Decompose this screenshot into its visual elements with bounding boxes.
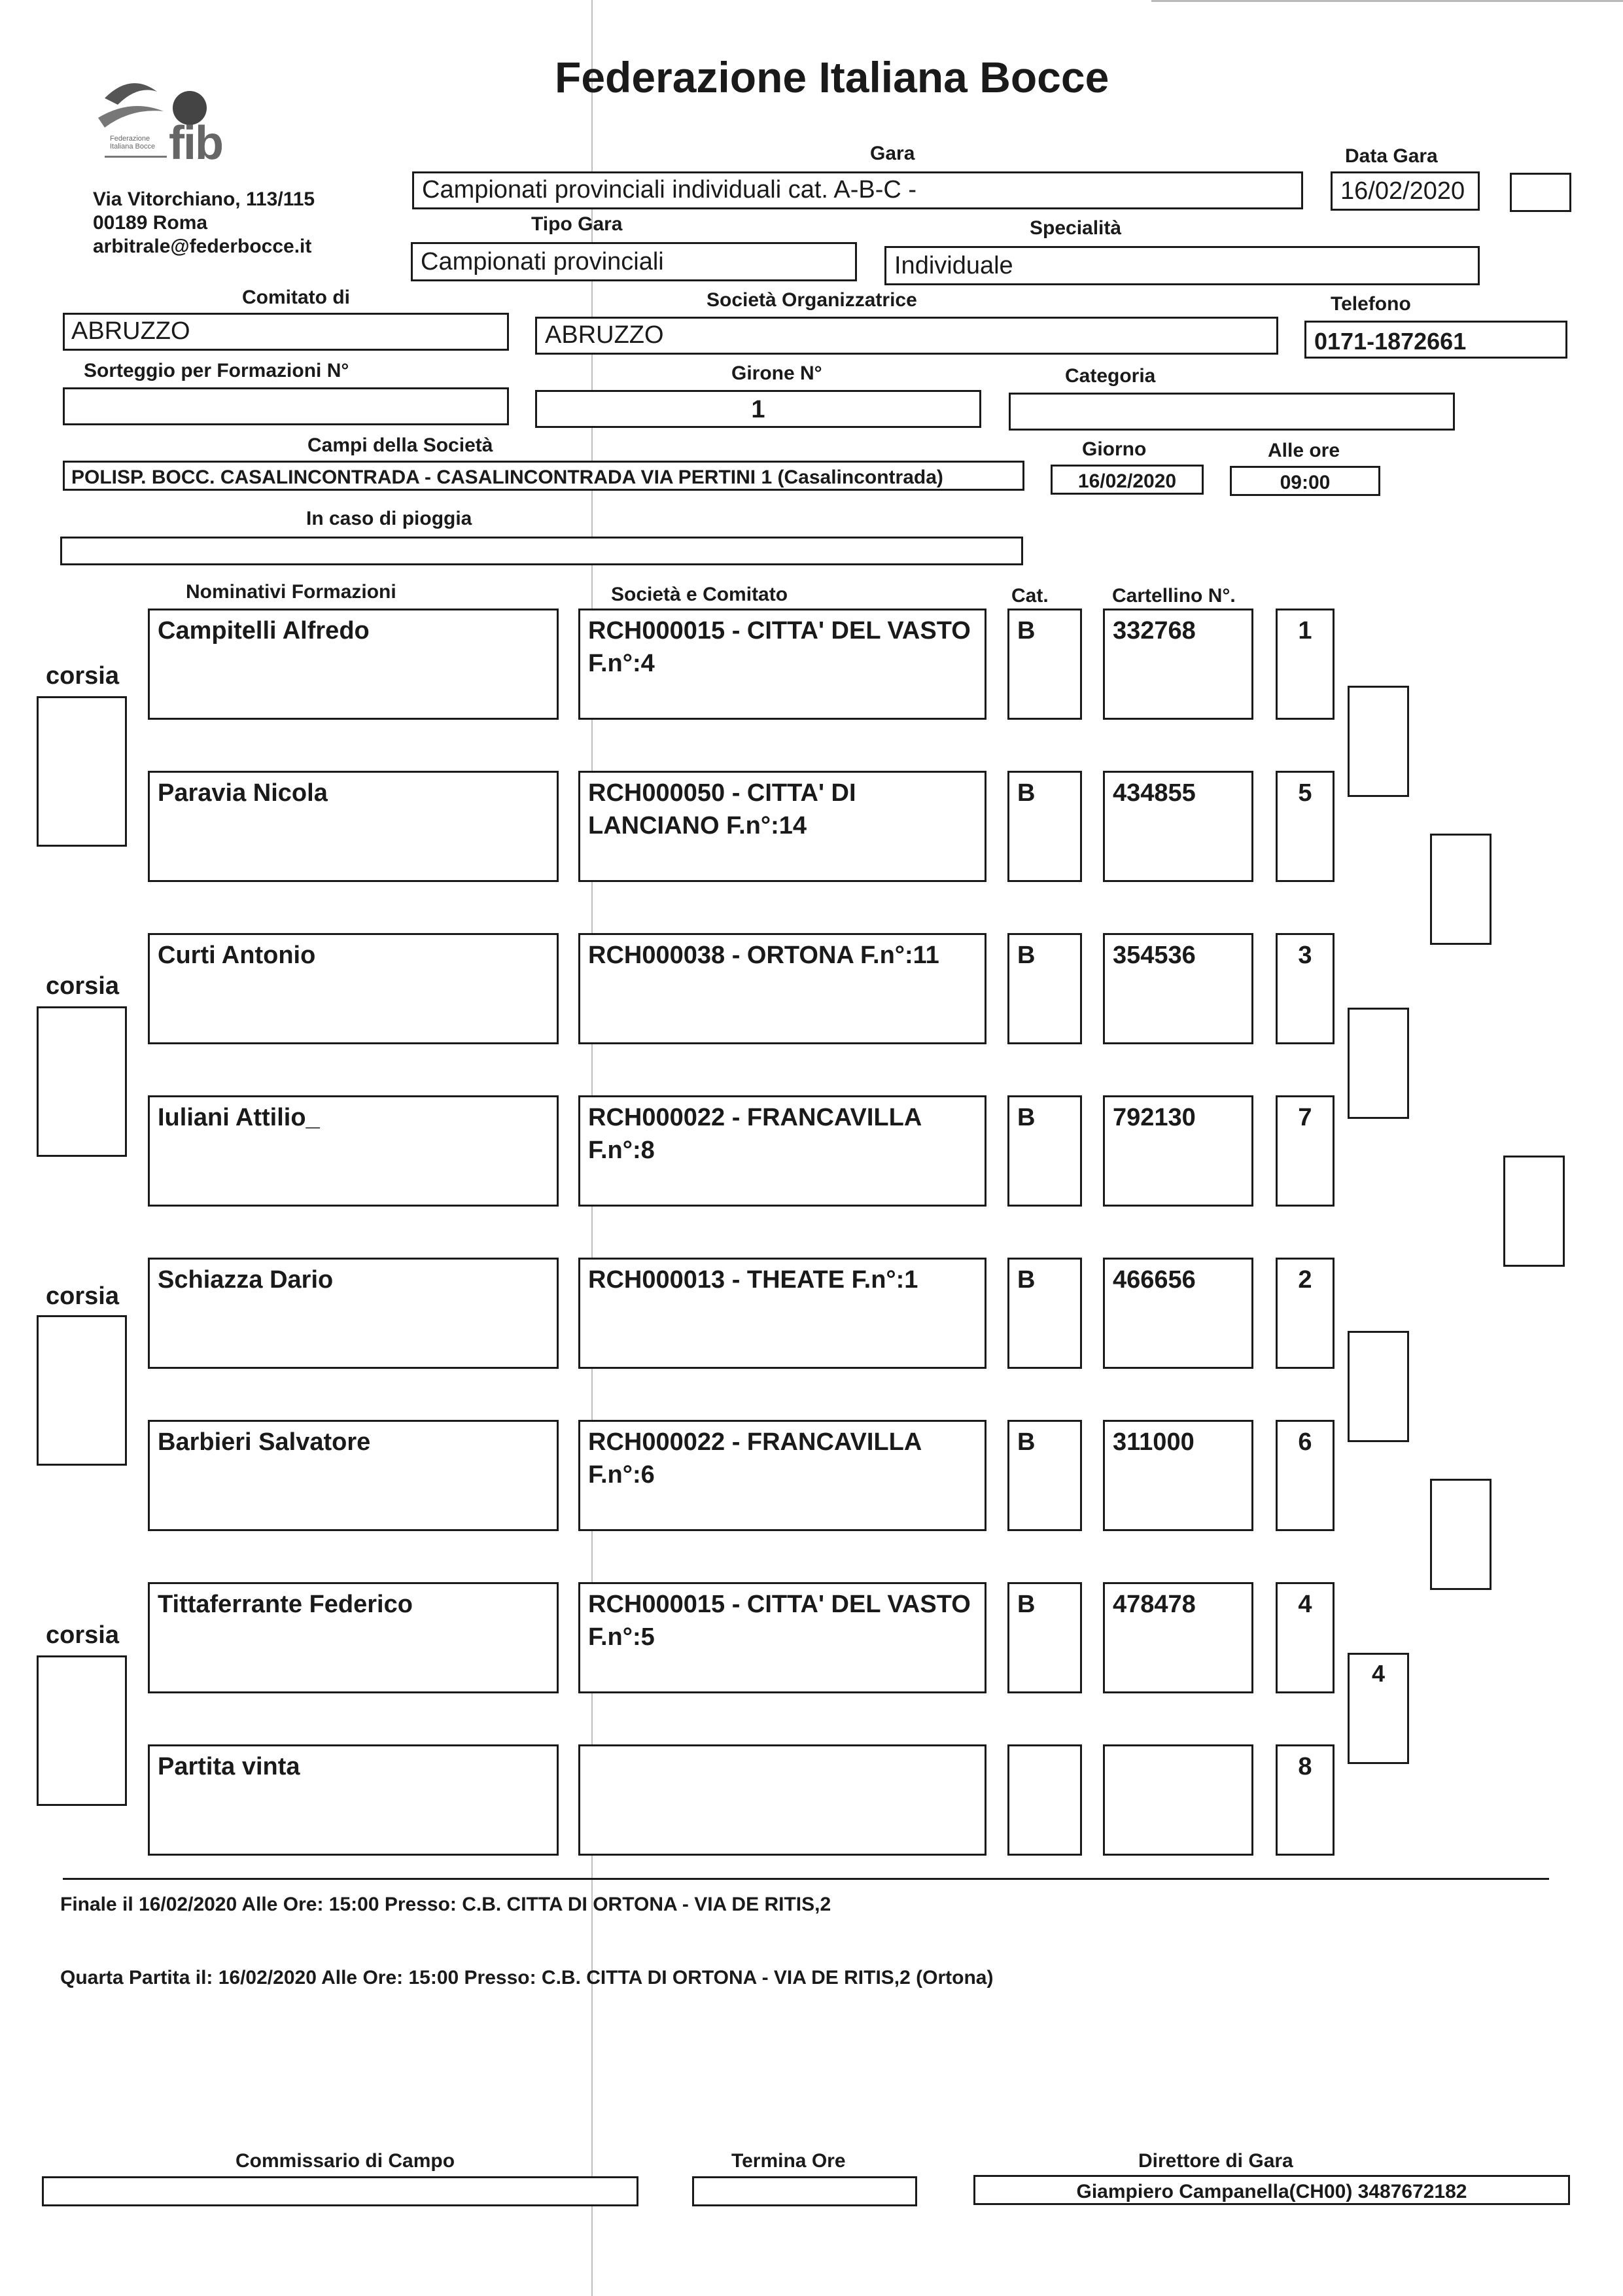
player-name-cell-text: Partita vinta [158, 1753, 300, 1780]
data-gara-field[interactable] [1331, 171, 1480, 211]
alle-ore-field[interactable] [1230, 466, 1380, 496]
player-name-cell[interactable] [148, 771, 559, 882]
societa-cell-text: RCH000022 - FRANCAVILLA F.n°:6 [588, 1428, 921, 1489]
draw-number-cell[interactable] [1276, 1258, 1335, 1369]
giorno-value: 16/02/2020 [1077, 470, 1177, 492]
societa-cell-text: RCH000015 - CITTA' DEL VASTO F.n°:4 [588, 617, 971, 677]
corsia-box[interactable] [37, 1006, 127, 1157]
draw-number-cell-text: 3 [1298, 942, 1312, 969]
specialita-value: Individuale [894, 252, 1013, 279]
player-name-cell[interactable] [148, 1258, 559, 1369]
draw-number-cell[interactable] [1276, 1744, 1335, 1856]
alle-ore-label: Alle ore [1268, 440, 1340, 461]
societa-cell-text: RCH000038 - ORTONA F.n°:11 [588, 942, 939, 969]
cartellino-cell[interactable] [1103, 1744, 1253, 1856]
societa-cell[interactable] [578, 1420, 986, 1531]
societa-cell-text: RCH000022 - FRANCAVILLA F.n°:8 [588, 1104, 921, 1164]
corsia-box[interactable] [37, 1655, 127, 1806]
societa-cell[interactable] [578, 1258, 986, 1369]
societa-org-field[interactable] [535, 317, 1278, 355]
cat-cell-text: B [1017, 942, 1036, 969]
campi-value: POLISP. BOCC. CASALINCONTRADA - CASALINCONTRADA VIA PERTINI 1 (Casalincontrada) [71, 467, 943, 488]
scan-top-edge [1151, 0, 1623, 2]
draw-number-cell[interactable] [1276, 771, 1335, 882]
tipo-gara-label: Tipo Gara [531, 213, 623, 235]
col-societa-header: Società e Comitato [611, 584, 788, 605]
giorno-label: Giorno [1082, 438, 1147, 460]
girone-value: 1 [751, 396, 765, 423]
cat-cell[interactable] [1007, 1420, 1082, 1531]
cat-cell[interactable] [1007, 609, 1082, 720]
address-line1: Via Vitorchiano, 113/115 [93, 188, 315, 210]
draw-number-cell-text: 7 [1298, 1104, 1312, 1131]
cat-cell-text: B [1017, 617, 1036, 645]
bracket-box-r1-1[interactable] [1348, 686, 1409, 797]
cat-cell-text: B [1017, 1266, 1036, 1294]
bracket-box-r1-4[interactable] [1348, 1653, 1409, 1764]
specialita-label: Specialità [1030, 217, 1122, 239]
cat-cell[interactable] [1007, 771, 1082, 882]
player-name-cell-text: Barbieri Salvatore [158, 1428, 371, 1456]
bracket-box-r2-2[interactable] [1430, 1479, 1492, 1590]
cartellino-cell[interactable] [1103, 1420, 1253, 1531]
col-cat-header: Cat. [1011, 585, 1049, 607]
cartellino-cell[interactable] [1103, 771, 1253, 882]
cartellino-cell[interactable] [1103, 609, 1253, 720]
player-name-cell[interactable] [148, 1095, 559, 1207]
draw-number-cell-text: 1 [1298, 617, 1312, 645]
campi-label: Campi della Società [307, 434, 493, 456]
bracket-box-r2-1[interactable] [1430, 834, 1492, 945]
corsia-label: corsia [46, 662, 119, 690]
giorno-field[interactable] [1051, 465, 1204, 495]
societa-cell-text: RCH000015 - CITTA' DEL VASTO F.n°:5 [588, 1591, 971, 1651]
cartellino-cell[interactable] [1103, 1258, 1253, 1369]
corsia-label: corsia [46, 1621, 119, 1649]
commissario-label: Commissario di Campo [236, 2150, 455, 2172]
player-name-cell[interactable] [148, 1744, 559, 1856]
girone-field[interactable] [535, 390, 981, 428]
girone-label: Girone N° [731, 362, 822, 384]
player-name-cell[interactable] [148, 933, 559, 1044]
draw-number-cell[interactable] [1276, 1420, 1335, 1531]
player-name-cell-text: Curti Antonio [158, 942, 316, 969]
finale-text: Finale il 16/02/2020 Alle Ore: 15:00 Presso: C.B. CITTA DI ORTONA - VIA DE RITIS,2 [60, 1894, 831, 1915]
draw-number-cell-text: 8 [1298, 1753, 1312, 1780]
address-email: arbitrale@federbocce.it [93, 236, 312, 257]
tipo-gara-value: Campionati provinciali [421, 248, 664, 275]
societa-cell-text: RCH000050 - CITTA' DI LANCIANO F.n°:14 [588, 779, 856, 839]
cartellino-cell[interactable] [1103, 933, 1253, 1044]
player-name-cell[interactable] [148, 1420, 559, 1531]
cartellino-cell-text: 354536 [1113, 942, 1196, 969]
termina-label: Termina Ore [731, 2150, 846, 2172]
player-name-cell-text: Iuliani Attilio_ [158, 1104, 320, 1131]
extra-empty-box[interactable] [1510, 173, 1571, 212]
bracket-box-r3[interactable] [1503, 1156, 1565, 1267]
gara-field[interactable] [412, 171, 1303, 209]
cartellino-cell-text: 311000 [1113, 1428, 1195, 1456]
sorteggio-field[interactable] [63, 387, 509, 425]
cat-cell[interactable] [1007, 933, 1082, 1044]
commissario-field[interactable] [42, 2176, 638, 2206]
alle-ore-value: 09:00 [1280, 472, 1331, 493]
cat-cell[interactable] [1007, 1744, 1082, 1856]
fib-logo [92, 72, 249, 170]
cat-cell[interactable] [1007, 1258, 1082, 1369]
draw-number-cell[interactable] [1276, 1582, 1335, 1693]
direttore-value: Giampiero Campanella(CH00) 3487672182 [1076, 2181, 1467, 2202]
pioggia-field[interactable] [60, 537, 1023, 565]
cat-cell[interactable] [1007, 1582, 1082, 1693]
player-name-cell[interactable] [148, 1582, 559, 1693]
cartellino-cell-text: 478478 [1113, 1591, 1196, 1618]
footer-divider [63, 1878, 1549, 1880]
address-line2: 00189 Roma [93, 212, 208, 234]
draw-number-cell-text: 4 [1298, 1591, 1312, 1618]
societa-cell[interactable] [578, 1582, 986, 1693]
categoria-field[interactable] [1009, 393, 1455, 431]
gara-value: Campionati provinciali individuali cat. A-B-C - [422, 176, 917, 203]
telefono-label: Telefono [1331, 293, 1411, 315]
societa-cell[interactable] [578, 1095, 986, 1207]
campi-field[interactable] [63, 461, 1024, 491]
societa-cell[interactable] [578, 1744, 986, 1856]
bracket-result: 4 [1371, 1660, 1386, 1687]
cat-cell[interactable] [1007, 1095, 1082, 1207]
cartellino-cell[interactable] [1103, 1095, 1253, 1207]
corsia-box[interactable] [37, 696, 127, 847]
cartellino-cell-text: 466656 [1113, 1266, 1196, 1294]
tipo-gara-field[interactable] [411, 242, 857, 281]
direttore-field[interactable] [973, 2175, 1570, 2205]
col-nominativi-header: Nominativi Formazioni [186, 581, 396, 603]
direttore-label: Direttore di Gara [1138, 2150, 1293, 2172]
data-gara-label: Data Gara [1345, 145, 1438, 167]
gara-label: Gara [870, 143, 915, 164]
comitato-value: ABRUZZO [71, 317, 190, 345]
corsia-label: corsia [46, 972, 119, 1000]
cartellino-cell-text: 434855 [1113, 779, 1196, 807]
draw-number-cell-text: 2 [1298, 1266, 1312, 1294]
societa-cell[interactable] [578, 771, 986, 882]
sorteggio-label: Sorteggio per Formazioni N° [84, 360, 349, 381]
cat-cell-text: B [1017, 1104, 1036, 1131]
corsia-label: corsia [46, 1282, 119, 1310]
player-name-cell-text: Tittaferrante Federico [158, 1591, 413, 1618]
societa-org-value: ABRUZZO [545, 321, 664, 349]
draw-number-cell-text: 6 [1298, 1428, 1312, 1456]
societa-cell-text: RCH000013 - THEATE F.n°:1 [588, 1266, 918, 1294]
cartellino-cell-text: 332768 [1113, 617, 1196, 645]
page-title: Federazione Italiana Bocce [555, 53, 1109, 101]
player-name-cell-text: Campitelli Alfredo [158, 617, 370, 645]
comitato-label: Comitato di [242, 287, 350, 308]
cartellino-cell-text: 792130 [1113, 1104, 1196, 1131]
player-name-cell[interactable] [148, 609, 559, 720]
draw-number-cell[interactable] [1276, 933, 1335, 1044]
specialita-field[interactable] [884, 246, 1480, 285]
societa-org-label: Società Organizzatrice [707, 289, 917, 311]
cat-cell-text: B [1017, 1428, 1036, 1456]
player-name-cell-text: Paravia Nicola [158, 779, 328, 807]
player-name-cell-text: Schiazza Dario [158, 1266, 334, 1294]
pioggia-label: In caso di pioggia [306, 508, 472, 529]
data-gara-value: 16/02/2020 [1340, 177, 1465, 205]
col-cartellino-header: Cartellino N°. [1112, 585, 1236, 607]
cat-cell-text: B [1017, 779, 1036, 807]
draw-number-cell[interactable] [1276, 1095, 1335, 1207]
bracket-box-r1-3[interactable] [1348, 1331, 1409, 1442]
logo-small-text: Federazione Italiana Bocce [110, 135, 156, 150]
societa-cell[interactable] [578, 609, 986, 720]
telefono-field[interactable] [1304, 321, 1567, 359]
telefono-value: 0171-1872661 [1314, 328, 1467, 355]
draw-number-cell-text: 5 [1298, 779, 1312, 807]
corsia-box[interactable] [37, 1315, 127, 1466]
logo-text: fib [169, 117, 222, 169]
bracket-box-r1-2[interactable] [1348, 1008, 1409, 1119]
categoria-label: Categoria [1065, 365, 1156, 387]
draw-number-cell[interactable] [1276, 609, 1335, 720]
termina-field[interactable] [692, 2176, 917, 2206]
comitato-field[interactable] [63, 313, 509, 351]
cat-cell-text: B [1017, 1591, 1036, 1618]
quarta-text: Quarta Partita il: 16/02/2020 Alle Ore: 15:00 Presso: C.B. CITTA DI ORTONA - VIA DE RITIS,2 (Ortona) [60, 1967, 994, 1988]
cartellino-cell[interactable] [1103, 1582, 1253, 1693]
societa-cell[interactable] [578, 933, 986, 1044]
